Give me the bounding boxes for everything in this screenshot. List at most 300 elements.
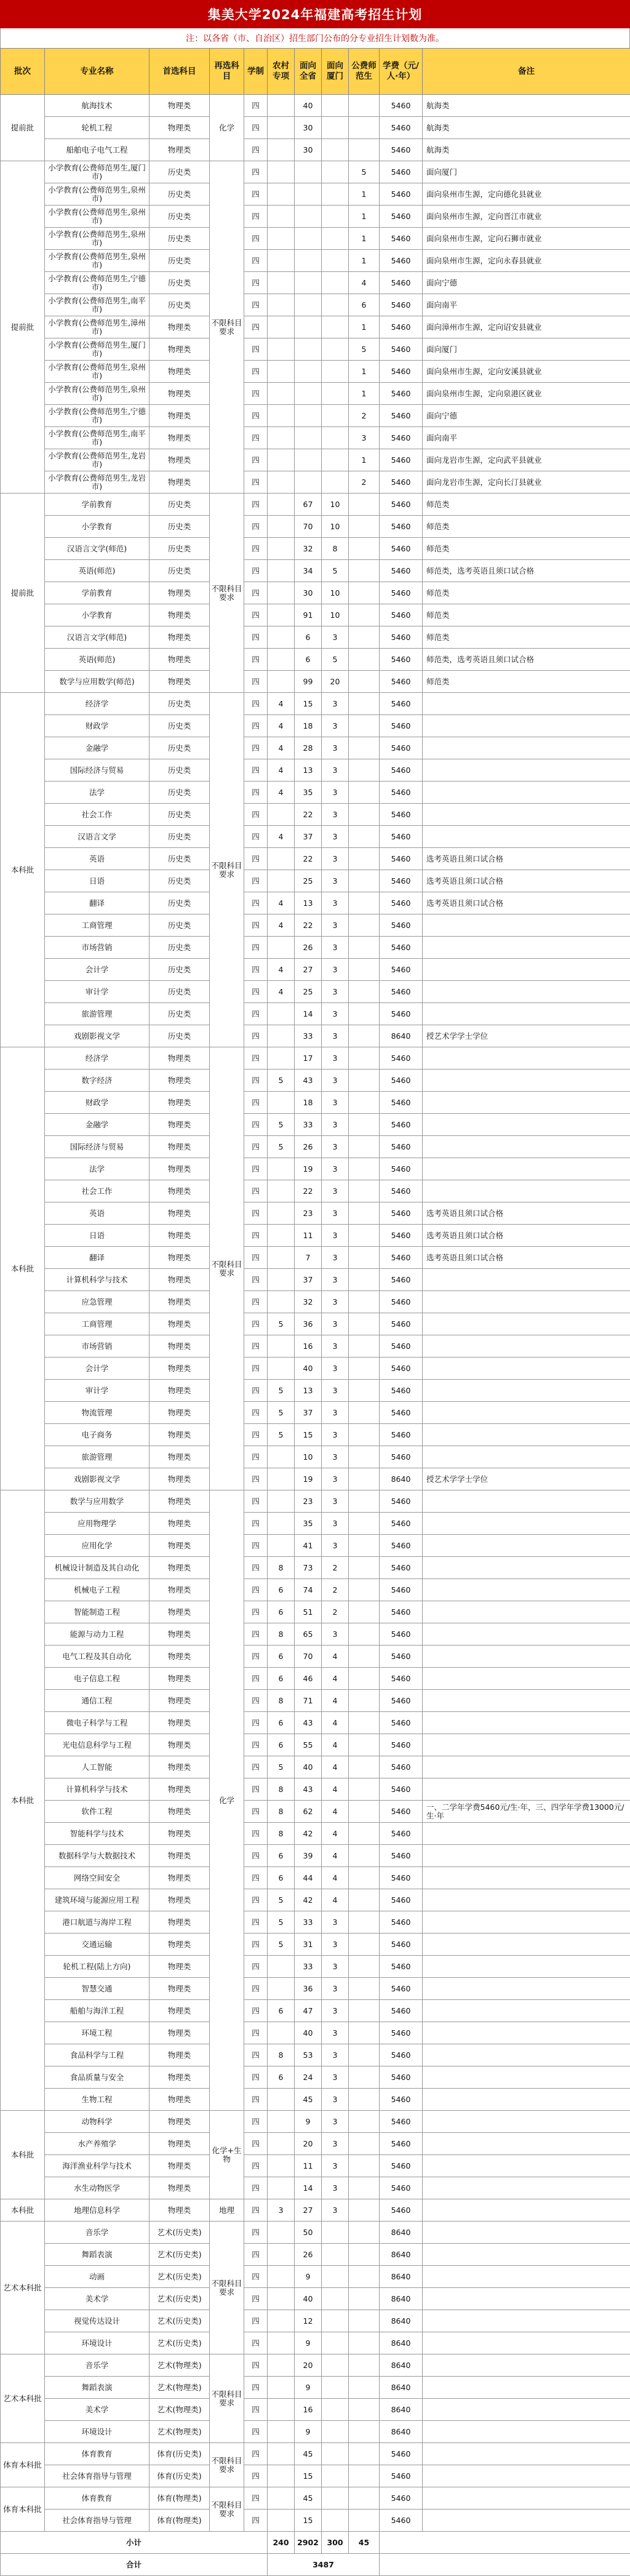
years-cell: 四	[244, 2133, 268, 2155]
years-cell: 四	[244, 95, 268, 117]
remark-cell: 航海类	[423, 139, 630, 161]
province-cell: 25	[295, 870, 322, 892]
gov-teacher-cell	[349, 2443, 380, 2465]
major-cell: 学前教育	[45, 582, 150, 604]
province-cell: 71	[295, 1690, 322, 1712]
years-cell: 四	[244, 471, 268, 494]
gov-teacher-cell	[349, 626, 380, 649]
subject-cell: 物理类	[150, 1956, 210, 1978]
gov-teacher-cell	[349, 848, 380, 870]
table-row	[1, 715, 630, 737]
fee-cell: 5460	[380, 1646, 423, 1668]
rural-cell	[268, 206, 295, 228]
table-row	[1, 1158, 630, 1180]
rural-cell	[268, 427, 295, 449]
gov-teacher-cell	[349, 870, 380, 892]
table-row	[1, 892, 630, 914]
subject-cell: 物理类	[150, 361, 210, 383]
fee-cell: 5460	[380, 449, 423, 471]
subject-cell: 艺术(物理类)	[150, 2399, 210, 2421]
rural-cell: 3	[268, 2199, 295, 2222]
remark-cell: 面向漳州市生源，定向诏安县就业	[423, 316, 630, 338]
fee-cell: 5460	[380, 2510, 423, 2532]
rural-cell	[268, 804, 295, 826]
remark-cell	[423, 2421, 630, 2443]
gov-teacher-cell	[349, 804, 380, 826]
subject-cell: 物理类	[150, 1136, 210, 1158]
years-cell: 四	[244, 1756, 268, 1778]
fee-cell: 8640	[380, 2288, 423, 2310]
fee-cell: 5460	[380, 1535, 423, 1557]
remark-cell	[423, 1623, 630, 1646]
major-cell: 微电子科学与工程	[45, 1712, 150, 1734]
rural-cell	[268, 2443, 295, 2465]
fee-cell: 5460	[380, 1380, 423, 1402]
subject-cell: 艺术(物理类)	[150, 2421, 210, 2443]
xiamen-cell: 8	[322, 538, 349, 560]
rural-cell	[268, 405, 295, 427]
subject-cell: 物理类	[150, 1313, 210, 1335]
remark-cell: 选考英语且须口试合格	[423, 1225, 630, 1247]
subject-cell: 历史类	[150, 715, 210, 737]
major-cell: 轮机工程	[45, 117, 150, 139]
years-cell: 四	[244, 759, 268, 782]
table-row	[1, 649, 630, 671]
xiamen-cell: 2	[322, 1557, 349, 1579]
header-fee: 学费（元/人·年）	[380, 49, 423, 95]
xiamen-cell	[322, 183, 349, 206]
remark-cell	[423, 1934, 630, 1956]
major-cell: 汉语言文学	[45, 826, 150, 848]
province-cell: 46	[295, 1668, 322, 1690]
major-cell: 财政学	[45, 1092, 150, 1114]
years-cell: 四	[244, 2022, 268, 2044]
remark-cell	[423, 1867, 630, 1889]
gov-teacher-cell	[349, 1291, 380, 1313]
rural-cell	[268, 316, 295, 338]
years-cell: 四	[244, 1092, 268, 1114]
fee-cell: 5460	[380, 294, 423, 316]
province-cell: 62	[295, 1801, 322, 1823]
table-row	[1, 1424, 630, 1446]
fee-cell: 5460	[380, 516, 423, 538]
fee-cell: 8640	[380, 2354, 423, 2377]
page-note: 注：以各省（市、自治区）招生部门公布的分专业招生计划数为准。	[0, 28, 630, 48]
years-cell: 四	[244, 1513, 268, 1535]
rural-cell	[268, 1978, 295, 2000]
batch-cell: 本科批	[1, 2199, 45, 2222]
fee-cell: 8640	[380, 1468, 423, 1490]
gov-teacher-cell	[349, 1158, 380, 1180]
subtotal-label: 小计	[1, 2532, 268, 2554]
table-row	[1, 1070, 630, 1092]
subject-cell: 历史类	[150, 250, 210, 272]
fee-cell: 5460	[380, 1712, 423, 1734]
xiamen-cell: 3	[322, 1247, 349, 1269]
major-cell: 环境工程	[45, 2022, 150, 2044]
major-cell: 电子商务	[45, 1424, 150, 1446]
xiamen-cell: 3	[322, 2177, 349, 2199]
major-cell: 视觉传达设计	[45, 2310, 150, 2332]
subject-cell: 物理类	[150, 1646, 210, 1668]
fee-cell: 5460	[380, 1114, 423, 1136]
province-cell	[295, 294, 322, 316]
gov-teacher-cell	[349, 1513, 380, 1535]
remark-cell: 师范类	[423, 671, 630, 693]
rural-cell	[268, 671, 295, 693]
province-cell: 99	[295, 671, 322, 693]
major-cell: 市场营销	[45, 937, 150, 959]
years-cell: 四	[244, 1712, 268, 1734]
gov-teacher-cell	[349, 2266, 380, 2288]
total-value: 3487	[268, 2554, 380, 2576]
major-cell: 环境设计	[45, 2421, 150, 2443]
years-cell: 四	[244, 206, 268, 228]
major-cell: 电气工程及其自动化	[45, 1646, 150, 1668]
province-cell: 33	[295, 1911, 322, 1934]
major-cell: 港口航道与海岸工程	[45, 1911, 150, 1934]
province-cell: 15	[295, 693, 322, 715]
xiamen-cell: 10	[322, 582, 349, 604]
fee-cell: 8640	[380, 2266, 423, 2288]
rural-cell	[268, 870, 295, 892]
major-cell: 地理信息科学	[45, 2199, 150, 2222]
gov-teacher-cell: 1	[349, 316, 380, 338]
xiamen-cell	[322, 361, 349, 383]
rural-cell	[268, 2022, 295, 2044]
province-cell: 26	[295, 2244, 322, 2266]
subject-cell: 物理类	[150, 1468, 210, 1490]
province-cell: 9	[295, 2266, 322, 2288]
major-cell: 英语(师范)	[45, 560, 150, 582]
xiamen-cell: 5	[322, 649, 349, 671]
major-cell: 数学与应用数学(师范)	[45, 671, 150, 693]
fee-cell: 5460	[380, 1934, 423, 1956]
gov-teacher-cell: 1	[349, 228, 380, 250]
remark-cell: 面向厦门	[423, 338, 630, 361]
years-cell: 四	[244, 228, 268, 250]
xiamen-cell: 3	[322, 1003, 349, 1025]
subject-cell: 历史类	[150, 826, 210, 848]
remark-cell	[423, 1889, 630, 1911]
subject-cell: 艺术(历史类)	[150, 2222, 210, 2244]
table-row	[1, 2044, 630, 2066]
years-cell: 四	[244, 1690, 268, 1712]
major-cell: 金融学	[45, 737, 150, 759]
subject-cell: 历史类	[150, 937, 210, 959]
remark-cell	[423, 737, 630, 759]
years-cell: 四	[244, 2354, 268, 2377]
remark-cell: 选考英语且须口试合格	[423, 848, 630, 870]
subject-cell: 物理类	[150, 2177, 210, 2199]
rural-cell: 5	[268, 1313, 295, 1335]
gov-teacher-cell	[349, 2487, 380, 2510]
gov-teacher-cell	[349, 139, 380, 161]
xiamen-cell: 3	[322, 1114, 349, 1136]
table-row	[1, 1025, 630, 1047]
province-cell: 13	[295, 892, 322, 914]
remark-cell: 师范类	[423, 582, 630, 604]
province-cell: 11	[295, 2155, 322, 2177]
xiamen-cell: 3	[322, 693, 349, 715]
subject-cell: 物理类	[150, 2133, 210, 2155]
plan-table-body	[1, 95, 630, 2576]
major-cell: 交通运输	[45, 1934, 150, 1956]
major-cell: 物流管理	[45, 1402, 150, 1424]
table-row	[1, 1889, 630, 1911]
subject-cell: 物理类	[150, 1579, 210, 1601]
subject-cell: 物理类	[150, 1513, 210, 1535]
subject-cell: 历史类	[150, 892, 210, 914]
province-cell	[295, 471, 322, 494]
years-cell: 四	[244, 449, 268, 471]
table-row	[1, 1911, 630, 1934]
subject-cell: 历史类	[150, 959, 210, 981]
xiamen-cell: 3	[322, 1446, 349, 1468]
xiamen-cell	[322, 405, 349, 427]
major-cell: 国际经济与贸易	[45, 759, 150, 782]
years-cell: 四	[244, 2066, 268, 2089]
batch-cell: 艺术本科批	[1, 2354, 45, 2443]
table-row	[1, 1978, 630, 2000]
gov-teacher-cell	[349, 2288, 380, 2310]
fee-cell: 5460	[380, 1402, 423, 1424]
table-row	[1, 1446, 630, 1468]
major-cell: 应用物理学	[45, 1513, 150, 1535]
major-cell: 审计学	[45, 1380, 150, 1402]
major-cell: 小学教育(公费师范男生,厦门市)	[45, 161, 150, 183]
subject-cell: 物理类	[150, 1247, 210, 1269]
province-cell: 14	[295, 2177, 322, 2199]
gov-teacher-cell	[349, 1247, 380, 1269]
remark-cell: 师范类	[423, 516, 630, 538]
years-cell: 四	[244, 560, 268, 582]
province-cell: 37	[295, 826, 322, 848]
fee-cell: 5460	[380, 1956, 423, 1978]
gov-teacher-cell	[349, 1202, 380, 1225]
gov-teacher-cell	[349, 2000, 380, 2022]
years-cell: 四	[244, 937, 268, 959]
remark-cell	[423, 1335, 630, 1358]
province-cell: 19	[295, 1468, 322, 1490]
batch-cell: 体育本科批	[1, 2443, 45, 2487]
remark-cell	[423, 782, 630, 804]
remark-cell: 面向泉州市生源，定向德化县就业	[423, 183, 630, 206]
major-cell: 计算机科学与技术	[45, 1778, 150, 1801]
gov-teacher-cell	[349, 494, 380, 516]
remark-cell: 授艺术学学士学位	[423, 1025, 630, 1047]
subject-cell: 物理类	[150, 2022, 210, 2044]
xiamen-cell: 3	[322, 1202, 349, 1225]
subject-cell: 物理类	[150, 671, 210, 693]
gov-teacher-cell	[349, 1358, 380, 1380]
rural-cell: 5	[268, 1380, 295, 1402]
major-cell: 小学教育(公费师范男生,南平市)	[45, 427, 150, 449]
remark-cell	[423, 2111, 630, 2133]
major-cell: 翻译	[45, 892, 150, 914]
years-cell: 四	[244, 361, 268, 383]
remark-cell	[423, 1402, 630, 1424]
fee-cell: 5460	[380, 1291, 423, 1313]
rural-cell: 5	[268, 1756, 295, 1778]
fee-cell: 5460	[380, 2487, 423, 2510]
remark-cell	[423, 2244, 630, 2266]
fee-cell: 8640	[380, 2377, 423, 2399]
gov-teacher-cell	[349, 516, 380, 538]
remark-cell	[423, 1313, 630, 1335]
remark-cell	[423, 1845, 630, 1867]
gov-teacher-cell	[349, 782, 380, 804]
subject-cell: 物理类	[150, 1557, 210, 1579]
fee-cell: 5460	[380, 1756, 423, 1778]
gov-teacher-cell: 1	[349, 250, 380, 272]
province-cell: 7	[295, 1247, 322, 1269]
province-cell: 17	[295, 1047, 322, 1070]
years-cell: 四	[244, 1047, 268, 1070]
major-cell: 海洋渔业科学与技术	[45, 2155, 150, 2177]
province-cell: 40	[295, 1756, 322, 1778]
xiamen-cell: 3	[322, 2044, 349, 2066]
major-cell: 小学教育(公费师范男生,泉州市)	[45, 361, 150, 383]
province-cell	[295, 183, 322, 206]
gov-teacher-cell	[349, 582, 380, 604]
remark-cell: 航海类	[423, 95, 630, 117]
major-cell: 经济学	[45, 1047, 150, 1070]
rural-cell	[268, 649, 295, 671]
years-cell: 四	[244, 1114, 268, 1136]
remark-cell: 航海类	[423, 117, 630, 139]
table-row	[1, 2066, 630, 2089]
table-row	[1, 804, 630, 826]
remark-cell	[423, 1778, 630, 1801]
years-cell: 四	[244, 1225, 268, 1247]
subject-cell: 历史类	[150, 914, 210, 937]
remark-cell	[423, 1601, 630, 1623]
table-row	[1, 2310, 630, 2332]
rural-cell	[268, 183, 295, 206]
years-cell: 四	[244, 715, 268, 737]
rural-cell: 4	[268, 693, 295, 715]
table-row	[1, 516, 630, 538]
gov-teacher-cell	[349, 1756, 380, 1778]
province-cell: 53	[295, 2044, 322, 2066]
xiamen-cell: 4	[322, 1801, 349, 1823]
fee-cell: 5460	[380, 272, 423, 294]
fee-cell: 5460	[380, 870, 423, 892]
province-cell: 32	[295, 538, 322, 560]
rural-cell: 8	[268, 1778, 295, 1801]
remark-cell	[423, 1158, 630, 1180]
major-cell: 小学教育(公费师范男生,泉州市)	[45, 250, 150, 272]
gov-teacher-cell	[349, 117, 380, 139]
table-row	[1, 383, 630, 405]
subject-cell: 物理类	[150, 405, 210, 427]
gov-teacher-cell	[349, 1712, 380, 1734]
subject-cell: 物理类	[150, 95, 210, 117]
table-row	[1, 2377, 630, 2399]
gov-teacher-cell	[349, 1313, 380, 1335]
rural-cell: 4	[268, 959, 295, 981]
fee-cell: 5460	[380, 1490, 423, 1513]
remark-cell	[423, 2288, 630, 2310]
rural-cell	[268, 2377, 295, 2399]
province-cell: 67	[295, 494, 322, 516]
xiamen-cell: 3	[322, 1911, 349, 1934]
major-cell: 日语	[45, 870, 150, 892]
table-row	[1, 471, 630, 494]
major-cell: 光电信息科学与工程	[45, 1734, 150, 1756]
table-row	[1, 2133, 630, 2155]
years-cell: 四	[244, 1778, 268, 1801]
major-cell: 翻译	[45, 1247, 150, 1269]
xiamen-cell: 3	[322, 1291, 349, 1313]
xiamen-cell: 3	[322, 1380, 349, 1402]
major-cell: 小学教育(公费师范男生,漳州市)	[45, 316, 150, 338]
gov-teacher-cell	[349, 826, 380, 848]
table-row	[1, 2332, 630, 2354]
remark-cell	[423, 1490, 630, 1513]
xiamen-cell: 4	[322, 1823, 349, 1845]
province-cell: 40	[295, 2288, 322, 2310]
rural-cell: 6	[268, 2000, 295, 2022]
years-cell: 四	[244, 1269, 268, 1291]
remark-cell	[423, 804, 630, 826]
province-cell: 44	[295, 1867, 322, 1889]
province-cell: 23	[295, 1490, 322, 1513]
fee-cell: 8640	[380, 2310, 423, 2332]
gov-teacher-cell: 1	[349, 449, 380, 471]
years-cell: 四	[244, 1911, 268, 1934]
gov-teacher-cell	[349, 959, 380, 981]
subject-cell: 物理类	[150, 2089, 210, 2111]
xiamen-cell	[322, 2266, 349, 2288]
province-cell: 24	[295, 2066, 322, 2089]
subject-cell: 物理类	[150, 1446, 210, 1468]
xiamen-cell	[322, 2487, 349, 2510]
years-cell: 四	[244, 1247, 268, 1269]
fee-cell: 5460	[380, 2089, 423, 2111]
gov-teacher-cell	[349, 1801, 380, 1823]
fee-cell: 5460	[380, 228, 423, 250]
rural-cell	[268, 1225, 295, 1247]
table-row	[1, 1690, 630, 1712]
fee-cell: 5460	[380, 604, 423, 626]
remark-cell	[423, 1513, 630, 1535]
gov-teacher-cell	[349, 2022, 380, 2044]
xiamen-cell: 3	[322, 892, 349, 914]
remark-cell	[423, 1114, 630, 1136]
major-cell: 经济学	[45, 693, 150, 715]
subject-cell: 历史类	[150, 272, 210, 294]
gov-teacher-cell: 1	[349, 183, 380, 206]
rural-cell	[268, 1092, 295, 1114]
xiamen-cell	[322, 2332, 349, 2354]
subject-cell: 物理类	[150, 1114, 210, 1136]
years-cell: 四	[244, 2332, 268, 2354]
remark-cell	[423, 2066, 630, 2089]
remark-cell: 面向南平	[423, 427, 630, 449]
table-row	[1, 1092, 630, 1114]
years-cell: 四	[244, 1623, 268, 1646]
rural-cell: 4	[268, 737, 295, 759]
subject-cell: 物理类	[150, 626, 210, 649]
remark-cell	[423, 2310, 630, 2332]
rural-cell: 8	[268, 1623, 295, 1646]
subject-cell: 历史类	[150, 870, 210, 892]
subject-cell: 历史类	[150, 494, 210, 516]
subtotal-gov-teacher: 45	[349, 2532, 380, 2554]
years-cell: 四	[244, 516, 268, 538]
